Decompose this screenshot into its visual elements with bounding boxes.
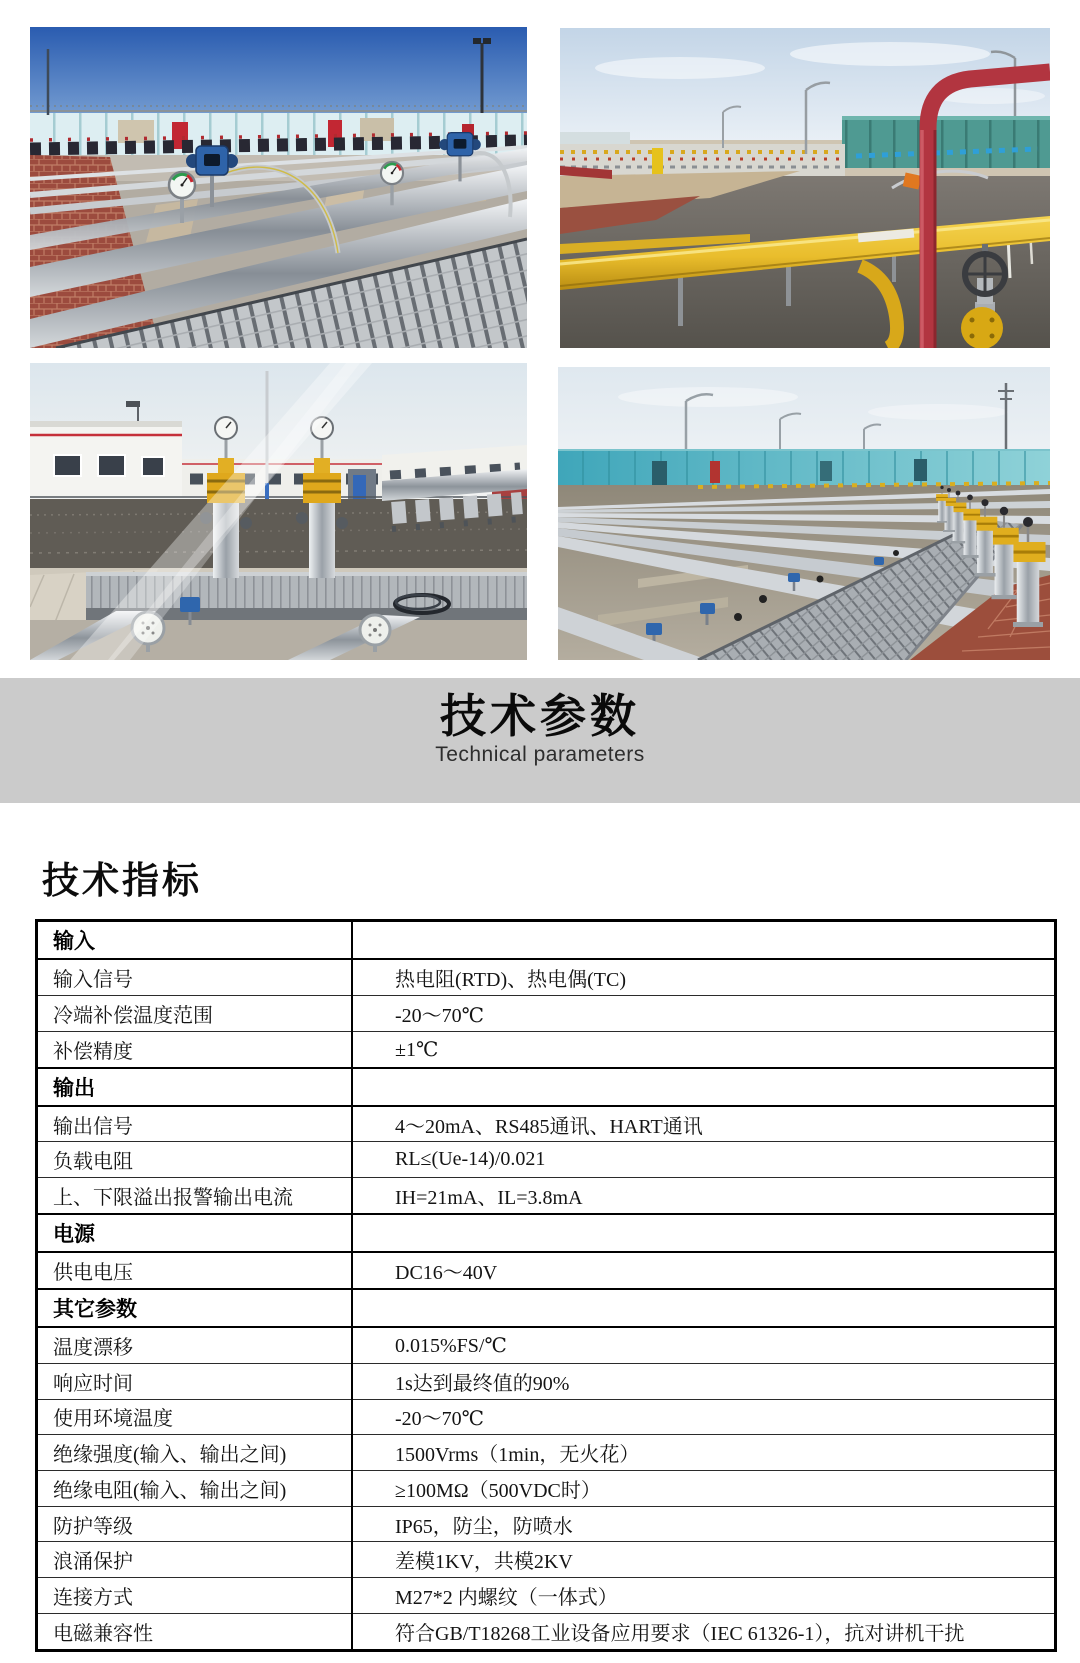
site-photo-pipe-rows (558, 367, 1050, 660)
spec-row (37, 1506, 1056, 1542)
spec-table (35, 919, 1057, 1652)
spec-label: 冷端补偿温度范围 (37, 996, 353, 1032)
spec-label: 电磁兼容性 (37, 1613, 353, 1650)
spec-row (37, 959, 1056, 995)
spec-row (37, 1363, 1056, 1399)
spec-row (37, 1613, 1056, 1650)
technical-parameters-banner (0, 678, 1080, 803)
spec-value: 差模1KV，共模2KV (352, 1542, 1056, 1578)
spec-section-label: 电源 (37, 1214, 353, 1252)
spec-row (37, 996, 1056, 1032)
section-heading-technical-indicators: 技术指标 (42, 860, 202, 901)
spec-value: ±1℃ (352, 1031, 1056, 1067)
spec-label: 输出信号 (37, 1106, 353, 1142)
site-photo-2-illustration (560, 28, 1050, 348)
spec-section-label: 输出 (37, 1068, 353, 1106)
spec-row (37, 1327, 1056, 1363)
spec-value: 符合GB/T18268工业设备应用要求（IEC 61326-1），抗对讲机干扰 (352, 1613, 1056, 1650)
spec-value (352, 921, 1056, 960)
spec-value: RL≤(Ue-14)/0.021 (352, 1142, 1056, 1178)
spec-value: 1500Vrms（1min，无火花） (352, 1435, 1056, 1471)
spec-row (37, 1142, 1056, 1178)
spec-section-label: 其它参数 (37, 1289, 353, 1327)
site-photo-wellhead-platform (30, 363, 527, 660)
spec-table-body (37, 921, 1056, 1651)
banner-subtitle: Technical parameters (435, 742, 645, 766)
spec-section-row (37, 1214, 1056, 1252)
spec-label: 使用环境温度 (37, 1399, 353, 1435)
spec-row (37, 1578, 1056, 1614)
spec-label: 温度漂移 (37, 1327, 353, 1363)
spec-label: 补偿精度 (37, 1031, 353, 1067)
spec-value: 热电阻(RTD)、热电偶(TC) (352, 959, 1056, 995)
spec-value: DC16～40V (352, 1252, 1056, 1289)
spec-row (37, 1031, 1056, 1067)
spec-value: -20～70℃ (352, 1399, 1056, 1435)
spec-label: 响应时间 (37, 1363, 353, 1399)
spec-row (37, 1106, 1056, 1142)
spec-label: 上、下限溢出报警输出电流 (37, 1178, 353, 1214)
spec-label: 绝缘电阻(输入、输出之间) (37, 1471, 353, 1507)
spec-value (352, 1289, 1056, 1327)
spec-section-label: 输入 (37, 921, 353, 960)
spec-value (352, 1214, 1056, 1252)
spec-value: IH=21mA、IL=3.8mA (352, 1178, 1056, 1214)
site-photo-1-illustration (30, 27, 527, 348)
spec-label: 防护等级 (37, 1506, 353, 1542)
site-photo-4-illustration (558, 367, 1050, 660)
spec-label: 供电电压 (37, 1252, 353, 1289)
spec-value: M27*2 内螺纹（一体式） (352, 1578, 1056, 1614)
spec-value: ≥100MΩ（500VDC时） (352, 1471, 1056, 1507)
banner-title: 技术参数 (440, 690, 640, 742)
spec-label: 输入信号 (37, 959, 353, 995)
site-photo-3-illustration (30, 363, 527, 660)
spec-section-row (37, 1068, 1056, 1106)
spec-value: IP65，防尘，防喷水 (352, 1506, 1056, 1542)
spec-label: 负载电阻 (37, 1142, 353, 1178)
spec-value: 4～20mA、RS485通讯、HART通讯 (352, 1106, 1056, 1142)
spec-row (37, 1471, 1056, 1507)
spec-value: -20～70℃ (352, 996, 1056, 1032)
spec-row (37, 1252, 1056, 1289)
site-photo-field-transmitters (30, 27, 527, 348)
spec-section-row (37, 921, 1056, 960)
spec-section-row (37, 1289, 1056, 1327)
site-photo-yellow-pipeline (560, 28, 1050, 348)
spec-row (37, 1399, 1056, 1435)
spec-label: 绝缘强度(输入、输出之间) (37, 1435, 353, 1471)
spec-row (37, 1178, 1056, 1214)
spec-value: 1s达到最终值的90% (352, 1363, 1056, 1399)
spec-row (37, 1542, 1056, 1578)
spec-row (37, 1435, 1056, 1471)
spec-value: 0.015%FS/℃ (352, 1327, 1056, 1363)
spec-label: 连接方式 (37, 1578, 353, 1614)
spec-value (352, 1068, 1056, 1106)
spec-label: 浪涌保护 (37, 1542, 353, 1578)
